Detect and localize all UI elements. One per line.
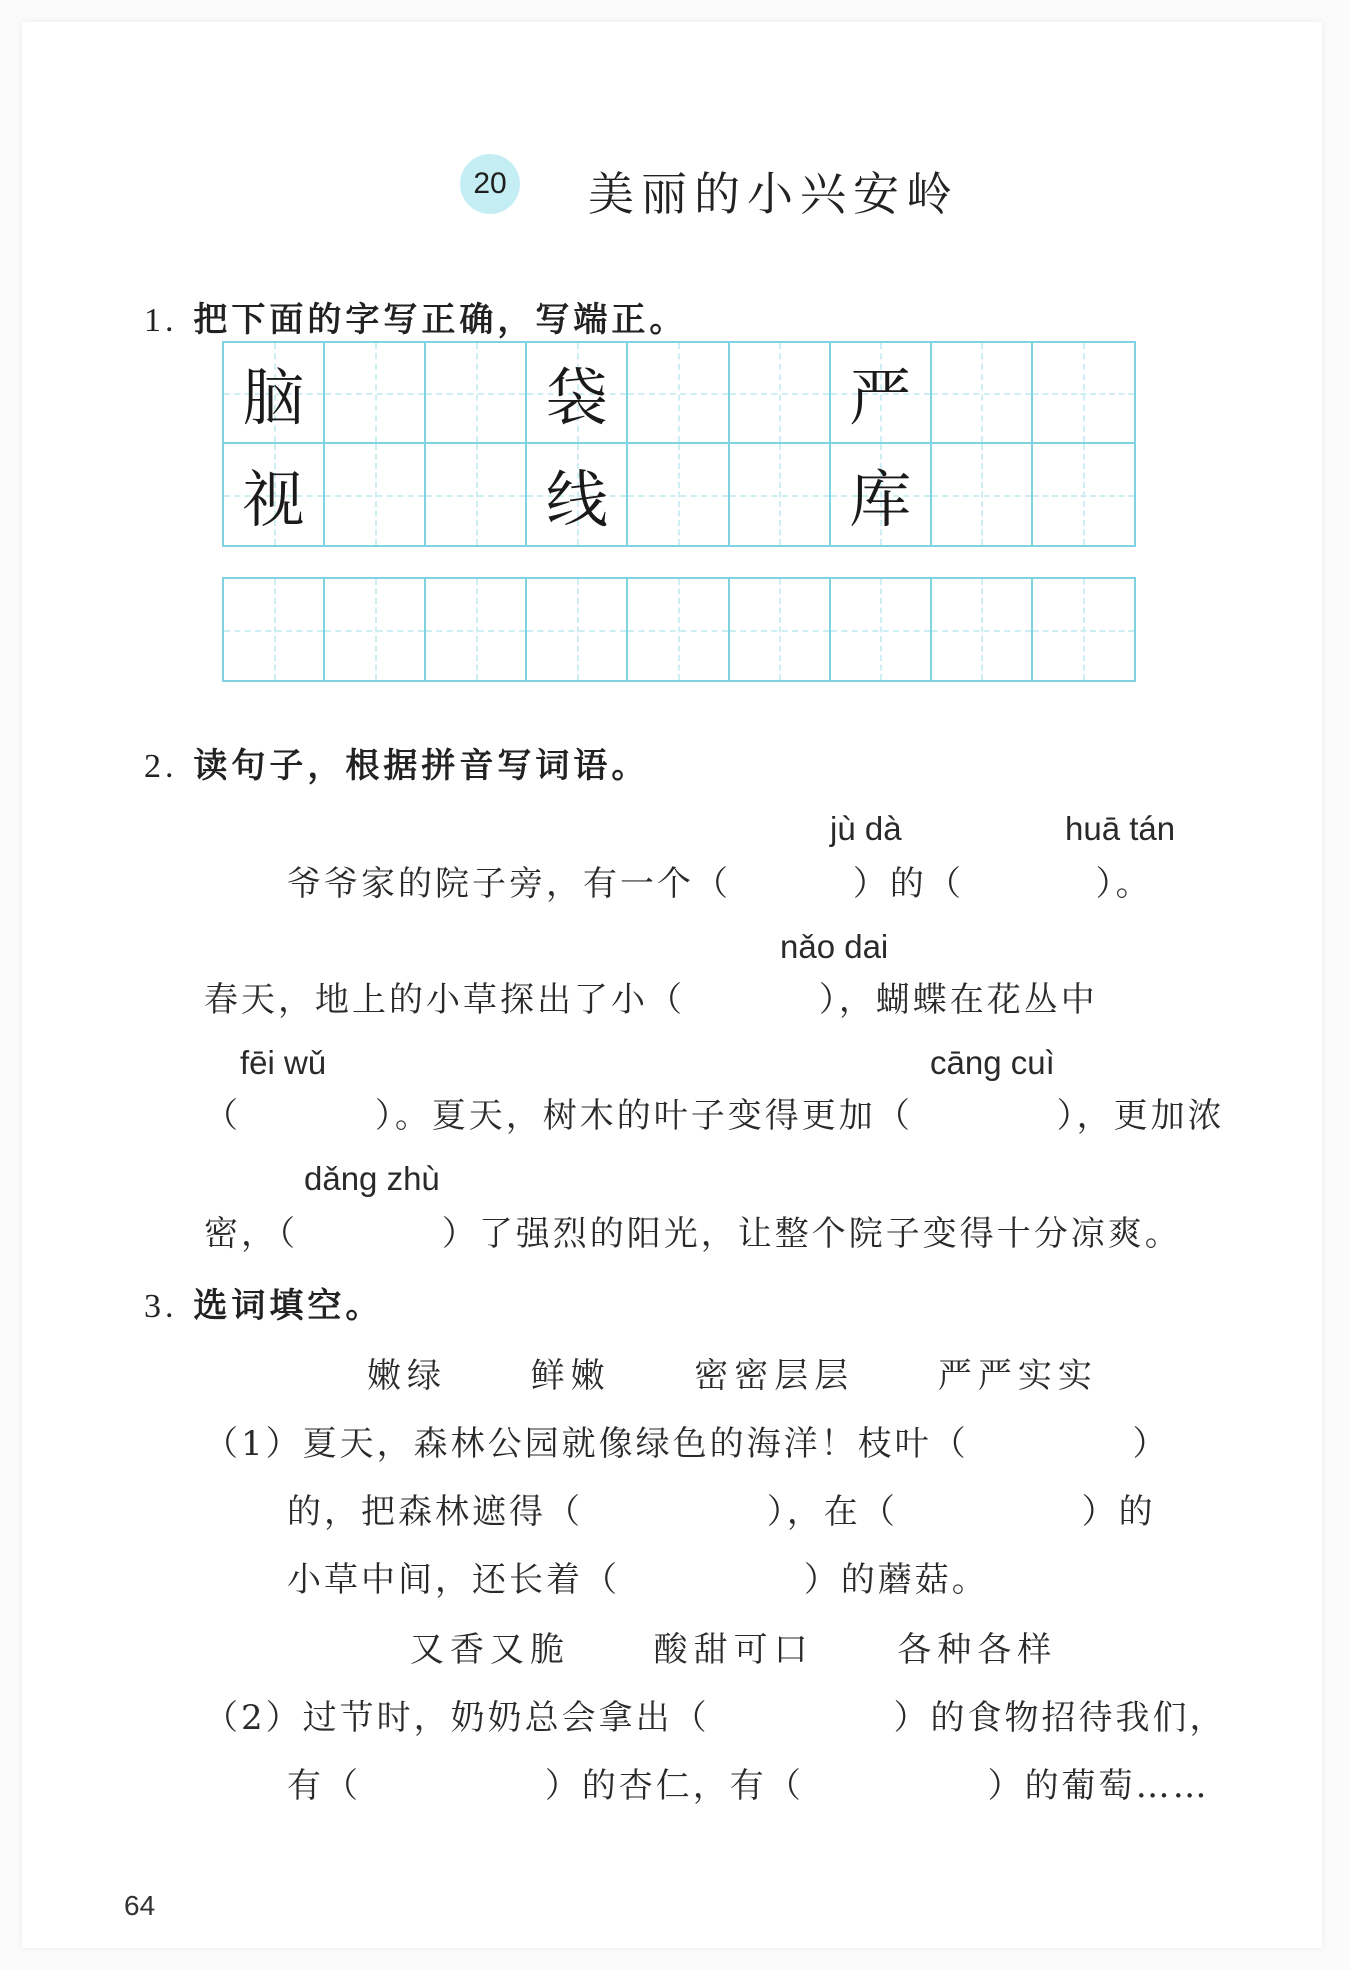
- grid-cell[interactable]: [224, 579, 325, 680]
- grid-cell[interactable]: [426, 579, 527, 680]
- word-choices-1: [367, 1348, 1098, 1397]
- word-choices-2: [410, 1622, 1057, 1671]
- question-3-heading: [144, 1278, 383, 1327]
- page-number: 64: [124, 1890, 156, 1921]
- grid-cell[interactable]: [426, 444, 527, 545]
- grid-cell[interactable]: 严: [831, 343, 932, 444]
- grid-cell[interactable]: [628, 444, 729, 545]
- grid-cell[interactable]: [730, 579, 831, 680]
- question-1-number: 1.: [144, 302, 178, 339]
- word-choice: 嫩绿: [367, 1356, 447, 1396]
- grid-cell[interactable]: [628, 579, 729, 680]
- word-choice: 各种各样: [897, 1630, 1058, 1670]
- grid-cell[interactable]: [1033, 444, 1134, 545]
- pinyin-cang-cui: cāng cuì: [930, 1044, 1055, 1081]
- sub-question-1-line-3: 小草中间，还长着（ ）的蘑菇。: [287, 1560, 989, 1600]
- sentence-line-4: 密，（ ）了强烈的阳光，让整个院子变得十分凉爽。: [204, 1214, 1182, 1254]
- grid-cell[interactable]: [628, 343, 729, 444]
- grid-cell[interactable]: [730, 343, 831, 444]
- word-choice: 严严实实: [937, 1356, 1098, 1396]
- grid-cell[interactable]: 视: [224, 444, 325, 545]
- workbook-page: [22, 22, 1322, 1948]
- writing-grid-upper: [222, 341, 1136, 547]
- pinyin-ju-da: jù dà: [830, 810, 902, 847]
- word-choice: 鲜嫩: [530, 1356, 611, 1396]
- grid-cell[interactable]: [325, 444, 426, 545]
- grid-cell[interactable]: 线: [527, 444, 628, 545]
- grid-cell[interactable]: [932, 444, 1033, 545]
- grid-cell[interactable]: 脑: [224, 343, 325, 444]
- grid-cell[interactable]: [1033, 343, 1134, 444]
- sub-question-2-line-2: 有（ ）的杏仁，有（ ）的葡萄……: [287, 1766, 1210, 1806]
- question-2-heading: [144, 738, 649, 787]
- sub-question-1-line-1: （1）夏天，森林公园就像绿色的海洋！枝叶（ ）: [204, 1424, 1170, 1464]
- grid-cell[interactable]: 库: [831, 444, 932, 545]
- grid-cell[interactable]: 袋: [527, 343, 628, 444]
- pinyin-hua-tan: huā tán: [1065, 810, 1176, 847]
- grid-cell[interactable]: [426, 343, 527, 444]
- word-choice: 又香又脆: [410, 1630, 570, 1670]
- grid-cell[interactable]: [325, 579, 426, 680]
- grid-cell[interactable]: [730, 444, 831, 545]
- pinyin-fei-wu: fēi wǔ: [240, 1044, 327, 1081]
- sentence-line-3: （ ）。夏天，树木的叶子变得更加（ ），更加浓: [204, 1096, 1225, 1136]
- question-2-prompt: 读句子，根据拼音写词语。: [193, 746, 650, 786]
- pinyin-dang-zhu: dǎng zhù: [304, 1160, 440, 1197]
- grid-cell[interactable]: [932, 579, 1033, 680]
- lesson-number-badge: 20: [460, 154, 520, 214]
- question-2-number: 2.: [144, 748, 178, 785]
- grid-cell[interactable]: [831, 579, 932, 680]
- pinyin-nao-dai: nǎo dai: [780, 928, 889, 965]
- sub-question-2-line-1: （2）过节时，奶奶总会拿出（ ）的食物招待我们，: [204, 1698, 1227, 1738]
- grid-cell[interactable]: [527, 579, 628, 680]
- grid-cell[interactable]: [325, 343, 426, 444]
- writing-grid-lower: [222, 577, 1136, 682]
- sentence-line-1: 爷爷家的院子旁，有一个（ ）的（ ）。: [287, 864, 1153, 904]
- grid-cell[interactable]: [1033, 579, 1134, 680]
- grid-cell[interactable]: [932, 343, 1033, 444]
- question-1-prompt: 把下面的字写正确，写端正。: [193, 300, 688, 340]
- sub-question-1-line-2: 的，把森林遮得（ ），在（ ）的: [287, 1492, 1156, 1532]
- question-3-prompt: 选词填空。: [193, 1286, 384, 1326]
- sentence-line-2: 春天，地上的小草探出了小（ ），蝴蝶在花丛中: [204, 980, 1098, 1020]
- word-choice: 密密层层: [694, 1356, 855, 1396]
- question-1-heading: [144, 292, 687, 341]
- question-3-number: 3.: [144, 1288, 178, 1325]
- lesson-title: 美丽的小兴安岭: [588, 167, 959, 221]
- word-choice: 酸甜可口: [653, 1630, 814, 1670]
